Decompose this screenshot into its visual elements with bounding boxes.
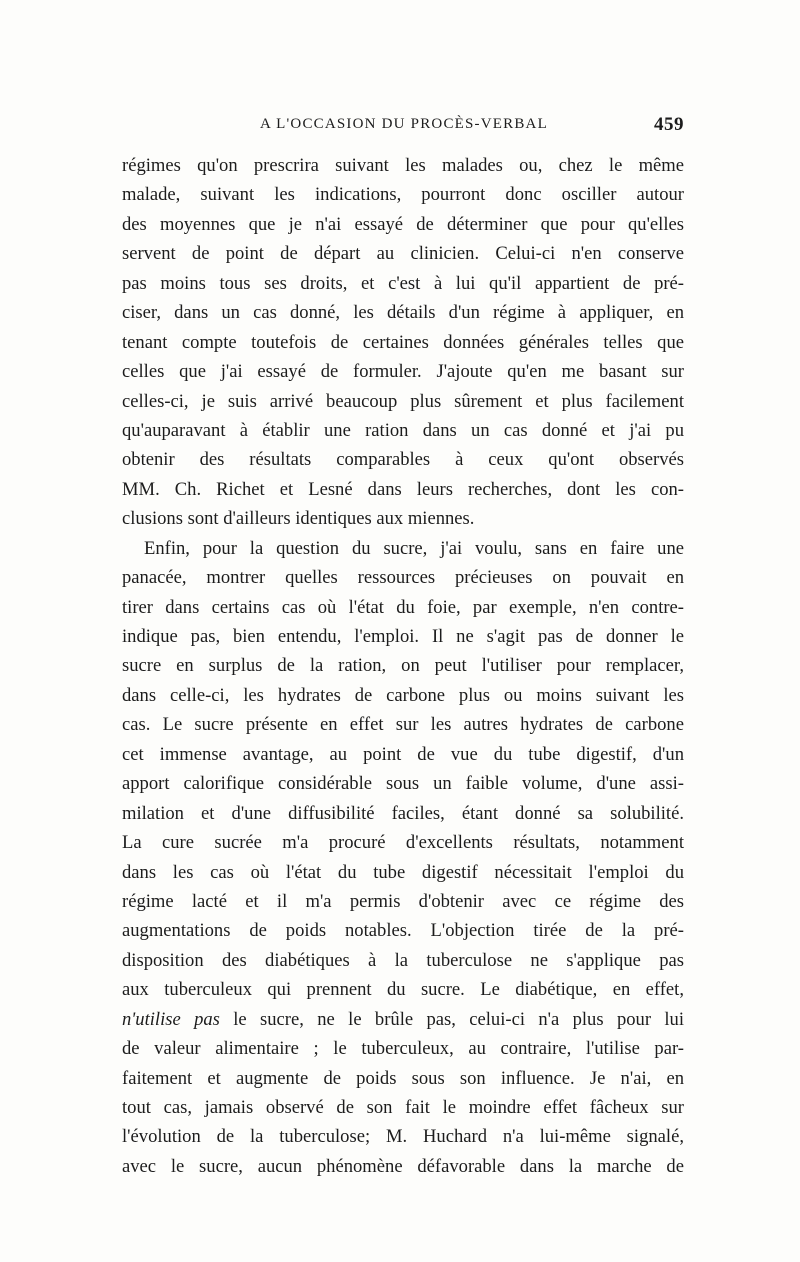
italic-phrase: n'utilise pas (122, 1008, 220, 1030)
text-line: faitement et augmente de poids sous son influence. Je n'ai, en (122, 1067, 684, 1089)
text-line: milation et d'une diffusibilité faciles, étant donné sa solubilité. (122, 802, 684, 824)
running-title: A L'OCCASION DU PROCÈS-VERBAL (260, 116, 548, 132)
text-line: de valeur alimentaire ; le tuberculeux, au contraire, l'utilise par- (122, 1038, 684, 1060)
text-line: tout cas, jamais observé de son fait le moindre effet fâcheux sur (122, 1097, 684, 1118)
text-line: MM. Ch. Richet et Lesné dans leurs recherches, dont les con- (122, 478, 684, 500)
page-number: 459 (654, 114, 684, 135)
text-line: cet immense avantage, au point de vue du tube digestif, d'un (122, 743, 684, 765)
text-line: tenant compte toutefois de certaines données générales telles que (122, 331, 684, 353)
text-line: obtenir des résultats comparables à ceux qu'ont observés (122, 449, 684, 471)
running-head (122, 116, 684, 140)
text-line: cas. Le sucre présente en effet sur les autres hydrates de carbone (122, 714, 684, 736)
text-line: augmentations de poids notables. L'objection tirée de la pré- (122, 920, 684, 942)
text-line: celles-ci, je suis arrivé beaucoup plus sûrement et plus facilement (122, 390, 684, 412)
text-line: avec le sucre, aucun phénomène défavorable dans la marche de (122, 1155, 684, 1177)
text-line: dans celle-ci, les hydrates de carbone plus ou moins suivant les (122, 684, 684, 706)
text-line: indique pas, bien entendu, l'emploi. Il ne s'agit pas de donner le (122, 626, 684, 647)
text-line: malade, suivant les indications, pourront donc osciller autour (122, 184, 684, 206)
text-line: tirer dans certains cas où l'état du foie, par exemple, n'en contre- (122, 596, 684, 618)
text-line: aux tuberculeux qui prennent du sucre. Le diabétique, en effet, (122, 979, 684, 1001)
line-remainder: le sucre, ne le brûle pas, celui-ci n'a plus pour lui (219, 1008, 684, 1030)
text-line-with-italic (122, 1005, 684, 1034)
text-line: pas moins tous ses droits, et c'est à lui qu'il appartient de pré- (122, 272, 684, 294)
text-line: des moyennes que je n'ai essayé de déterminer que pour qu'elles (122, 213, 684, 235)
text-line: La cure sucrée m'a procuré d'excellents résultats, notamment (122, 832, 684, 854)
body-text (122, 151, 684, 1181)
text-line: dans les cas où l'état du tube digestif nécessitait l'emploi du (122, 861, 684, 883)
text-line: celles que j'ai essayé de formuler. J'ajoute qu'en me basant sur (122, 361, 684, 383)
text-line: régimes qu'on prescrira suivant les malades ou, chez le même (122, 155, 684, 176)
paragraph-start-line: Enfin, pour la question du sucre, j'ai voulu, sans en faire une (144, 537, 684, 559)
text-line: servent de point de départ au clinicien. Celui-ci n'en conserve (122, 243, 684, 265)
text-line: panacée, montrer quelles ressources précieuses on pouvait en (122, 567, 684, 589)
paragraph-end-line: clusions sont d'ailleurs identiques aux miennes. (122, 508, 475, 530)
text-line: disposition des diabétiques à la tuberculose ne s'applique pas (122, 949, 684, 971)
text-line: qu'auparavant à établir une ration dans un cas donné et j'ai pu (122, 419, 684, 441)
text-line: apport calorifique considérable sous un faible volume, d'une assi- (122, 773, 684, 795)
text-line: ciser, dans un cas donné, les détails d'un régime à appliquer, en (122, 302, 684, 324)
text-line: sucre en surplus de la ration, on peut l'utiliser pour remplacer, (122, 655, 684, 677)
text-line: l'évolution de la tuberculose; M. Huchard n'a lui-même signalé, (122, 1126, 684, 1148)
text-line: régime lacté et il m'a permis d'obtenir avec ce régime des (122, 890, 684, 912)
